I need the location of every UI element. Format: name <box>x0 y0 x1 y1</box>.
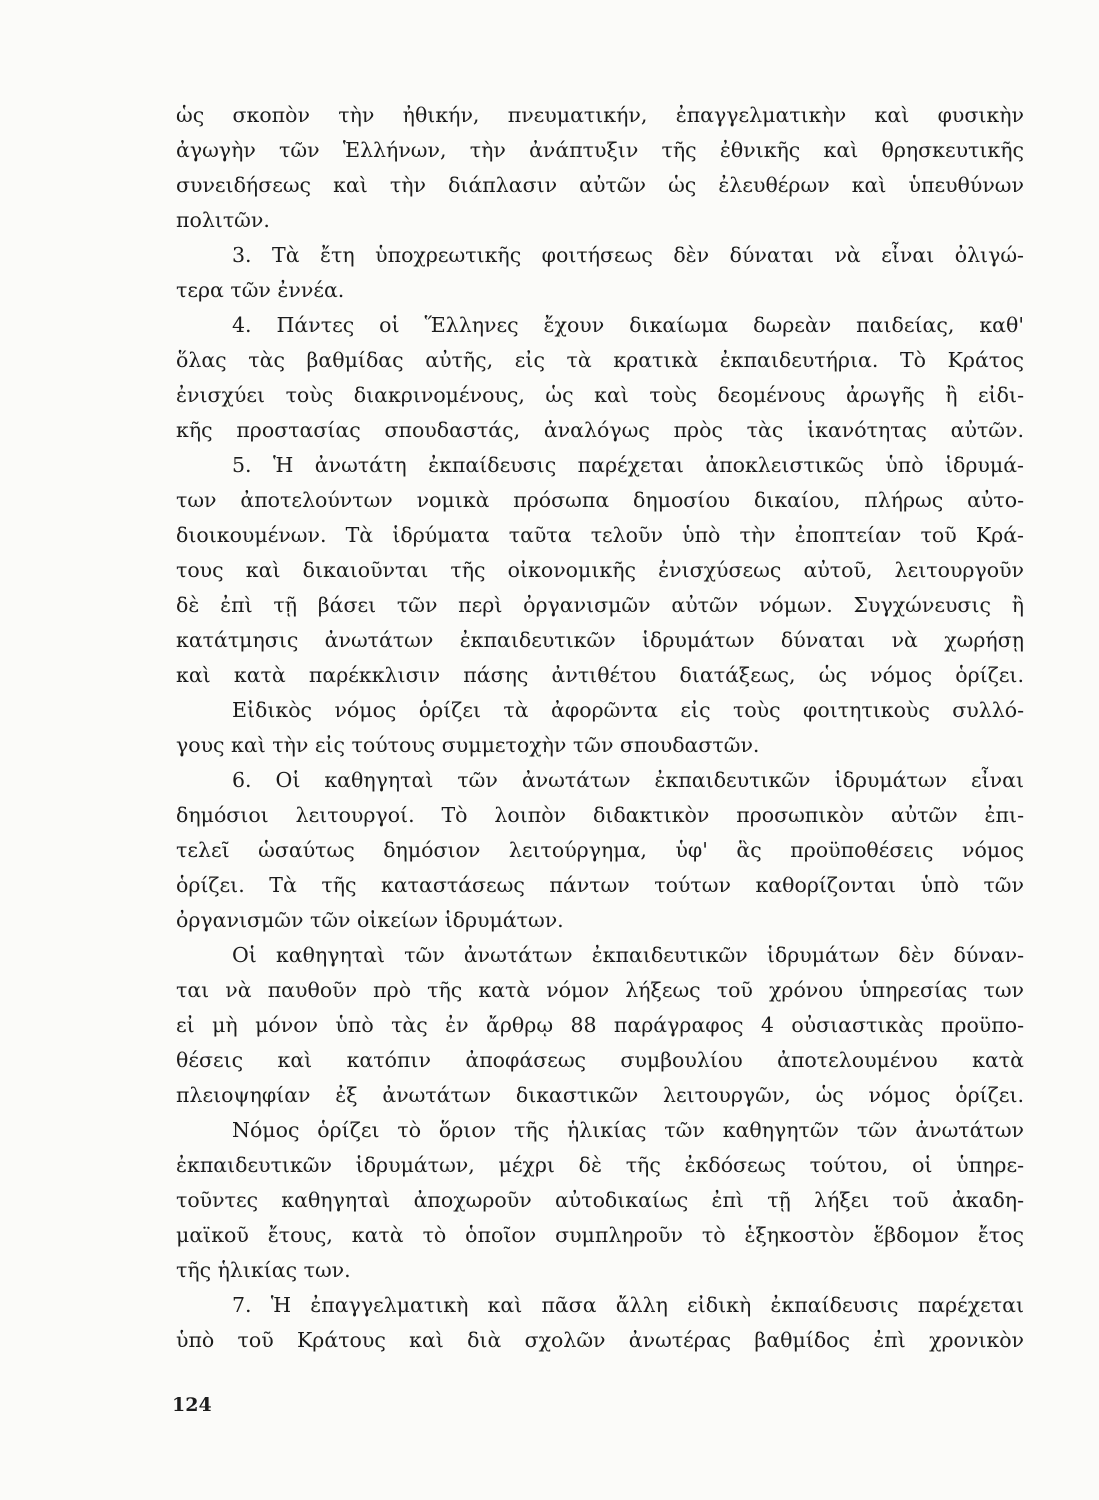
text-line: πλειοψηφίαν ἐξ ἀνωτάτων δικαστικῶν λειτουργῶν, ὡς νόμος ὁρίζει. <box>176 1083 1024 1107</box>
text-line: ἐκπαιδευτικῶν ἱδρυμάτων, μέχρι δὲ τῆς ἐκδόσεως τούτου, οἱ ὑπηρε- <box>176 1153 1024 1177</box>
text-line: τῆς ἡλικίας των. <box>176 1258 351 1282</box>
text-line: ὅλας τὰς βαθμίδας αὐτῆς, εἰς τὰ κρατικὰ ἐκπαιδευτήρια. Τὸ Κράτος <box>176 348 1024 372</box>
text-line: εἰ μὴ μόνον ὑπὸ τὰς ἐν ἄρθρῳ 88 παράγραφος 4 οὐσιαστικὰς προϋπο- <box>176 1013 1024 1037</box>
text-line: των ἀποτελούντων νομικὰ πρόσωπα δημοσίου δικαίου, πλήρως αὐτο- <box>176 488 1024 512</box>
text-line: 5. Ἡ ἀνωτάτη ἐκπαίδευσις παρέχεται ἀποκλειστικῶς ὑπὸ ἱδρυμά- <box>232 453 1024 477</box>
text-line: 4. Πάντες οἱ Ἕλληνες ἔχουν δικαίωμα δωρεὰν παιδείας, καθ' <box>232 313 1024 337</box>
text-line: μαϊκοῦ ἔτους, κατὰ τὸ ὁποῖον συμπληροῦν τὸ ἑξηκοστὸν ἕβδομον ἔτος <box>176 1223 1024 1247</box>
text-line: δὲ ἐπὶ τῇ βάσει τῶν περὶ ὀργανισμῶν αὐτῶν νόμων. Συγχώνευσις ἢ <box>176 593 1024 617</box>
text-line: τερα τῶν ἐννέα. <box>176 278 345 302</box>
text-line: τελεῖ ὡσαύτως δημόσιον λειτούργημα, ὑφ' ἃς προϋποθέσεις νόμος <box>176 838 1024 862</box>
text-line: διοικουμένων. Τὰ ἱδρύματα ταῦτα τελοῦν ὑπὸ τὴν ἐποπτείαν τοῦ Κρά- <box>176 523 1024 547</box>
text-line: ὡς σκοπὸν τὴν ἠθικήν, πνευματικήν, ἐπαγγελματικὴν καὶ φυσικὴν <box>176 103 1024 127</box>
body-text <box>176 98 1024 1358</box>
text-line: καὶ κατὰ παρέκκλισιν πάσης ἀντιθέτου διατάξεως, ὡς νόμος ὁρίζει. <box>176 663 1024 687</box>
text-line: τους καὶ δικαιοῦνται τῆς οἰκονομικῆς ἐνισχύσεως αὐτοῦ, λειτουργοῦν <box>176 558 1024 582</box>
text-line: ἀγωγὴν τῶν Ἑλλήνων, τὴν ἀνάπτυξιν τῆς ἐθνικῆς καὶ θρησκευτικῆς <box>176 138 1024 162</box>
text-line: γους καὶ τὴν εἰς τούτους συμμετοχὴν τῶν σπουδαστῶν. <box>176 733 760 757</box>
text-line: ται νὰ παυθοῦν πρὸ τῆς κατὰ νόμον λήξεως τοῦ χρόνου ὑπηρεσίας των <box>176 978 1024 1002</box>
text-line: ὑπὸ τοῦ Κράτους καὶ διὰ σχολῶν ἀνωτέρας βαθμίδος ἐπὶ χρονικὸν <box>176 1328 1024 1352</box>
text-line: ἐνισχύει τοὺς διακρινομένους, ὡς καὶ τοὺς δεομένους ἀρωγῆς ἢ εἰδι- <box>176 383 1024 407</box>
text-line: τοῦντες καθηγηταὶ ἀποχωροῦν αὐτοδικαίως ἐπὶ τῇ λήξει τοῦ ἀκαδη- <box>176 1188 1024 1212</box>
text-line: ὁρίζει. Τὰ τῆς καταστάσεως πάντων τούτων καθορίζονται ὑπὸ τῶν <box>176 873 1024 897</box>
text-line: 7. Ἡ ἐπαγγελματικὴ καὶ πᾶσα ἄλλη εἰδικὴ ἐκπαίδευσις παρέχεται <box>232 1293 1024 1317</box>
text-line: 3. Τὰ ἔτη ὑποχρεωτικῆς φοιτήσεως δὲν δύναται νὰ εἶναι ὀλιγώ- <box>232 243 1024 267</box>
text-line: ὀργανισμῶν τῶν οἰκείων ἱδρυμάτων. <box>176 908 564 932</box>
text-line: θέσεις καὶ κατόπιν ἀποφάσεως συμβουλίου ἀποτελουμένου κατὰ <box>176 1048 1024 1072</box>
text-line: πολιτῶν. <box>176 208 270 232</box>
text-line: κῆς προστασίας σπουδαστάς, ἀναλόγως πρὸς τὰς ἱκανότητας αὐτῶν. <box>176 418 1024 442</box>
text-line: κατάτμησις ἀνωτάτων ἐκπαιδευτικῶν ἱδρυμάτων δύναται νὰ χωρήσῃ <box>176 628 1024 652</box>
text-line: δημόσιοι λειτουργοί. Τὸ λοιπὸν διδακτικὸν προσωπικὸν αὐτῶν ἐπι- <box>176 803 1024 827</box>
text-line: Νόμος ὁρίζει τὸ ὅριον τῆς ἡλικίας τῶν καθηγητῶν τῶν ἀνωτάτων <box>232 1118 1024 1142</box>
text-line: 6. Οἱ καθηγηταὶ τῶν ἀνωτάτων ἐκπαιδευτικῶν ἱδρυμάτων εἶναι <box>232 768 1024 792</box>
text-line: Οἱ καθηγηταὶ τῶν ἀνωτάτων ἐκπαιδευτικῶν ἱδρυμάτων δὲν δύναν- <box>232 943 1024 967</box>
text-line: Εἰδικὸς νόμος ὁρίζει τὰ ἀφορῶντα εἰς τοὺς φοιτητικοὺς συλλό- <box>232 698 1024 722</box>
text-line: συνειδήσεως καὶ τὴν διάπλασιν αὐτῶν ὡς ἐλευθέρων καὶ ὑπευθύνων <box>176 173 1024 197</box>
page-number: 124 <box>172 1394 212 1416</box>
